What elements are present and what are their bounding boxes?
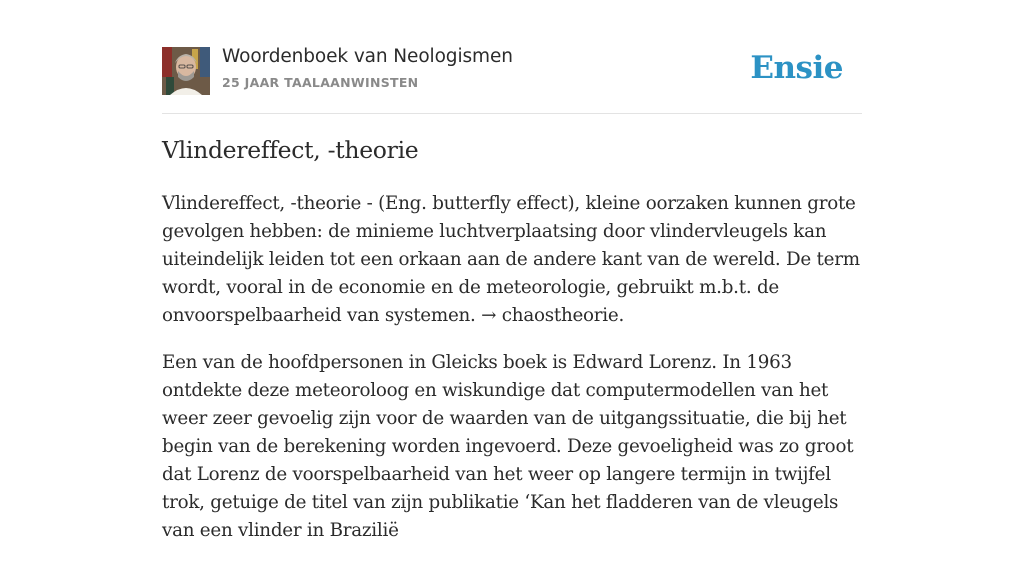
entry-title: Vlindereffect, -theorie	[162, 136, 419, 164]
paragraph-text: Vlindereffect, -theorie - (Eng. butterfly effect), kleine oorzaken kunnen grote gevolgen hebben: de minieme luchtverplaatsing door vlindervleugels kan uiteindelijk leiden tot een orkaan aan de andere kant van de wereld. De term wordt, vooral in de economie en de meteorologie, gebruikt m.b.t. de onvoorspelbaarheid van systemen.	[162, 193, 860, 326]
source-subtitle: 25 JAAR TAALAANWINSTEN	[222, 75, 419, 90]
source-title[interactable]: Woordenboek van Neologismen	[222, 46, 513, 67]
content-container	[162, 0, 862, 541]
author-portrait-icon[interactable]	[162, 47, 210, 95]
arrow-right-icon: →	[481, 305, 497, 326]
ensie-logo[interactable]: Ensie	[750, 50, 843, 86]
paragraph-end: .	[618, 305, 625, 326]
header	[162, 0, 862, 114]
entry-body	[162, 190, 862, 564]
entry-paragraph	[162, 190, 862, 330]
entry-paragraph: Een van de hoofdpersonen in Gleicks boek is Edward Lorenz. In 1963 ontdekte deze meteoroloog en wiskundige dat computermodellen van het weer zeer gevoelig zijn voor de waarden van de uitgangssituatie, die bij het begin van de berekening worden ingevoerd. Deze gevoeligheid was zo groot dat Lorenz de voorspelbaarheid van het weer op langere termijn in twijfel trok, getuige de titel van zijn publikatie ‘Kan het fladderen van de vleugels van een vlinder in Brazilië	[162, 352, 854, 541]
crossref-link-chaostheorie[interactable]: chaostheorie	[496, 305, 619, 326]
